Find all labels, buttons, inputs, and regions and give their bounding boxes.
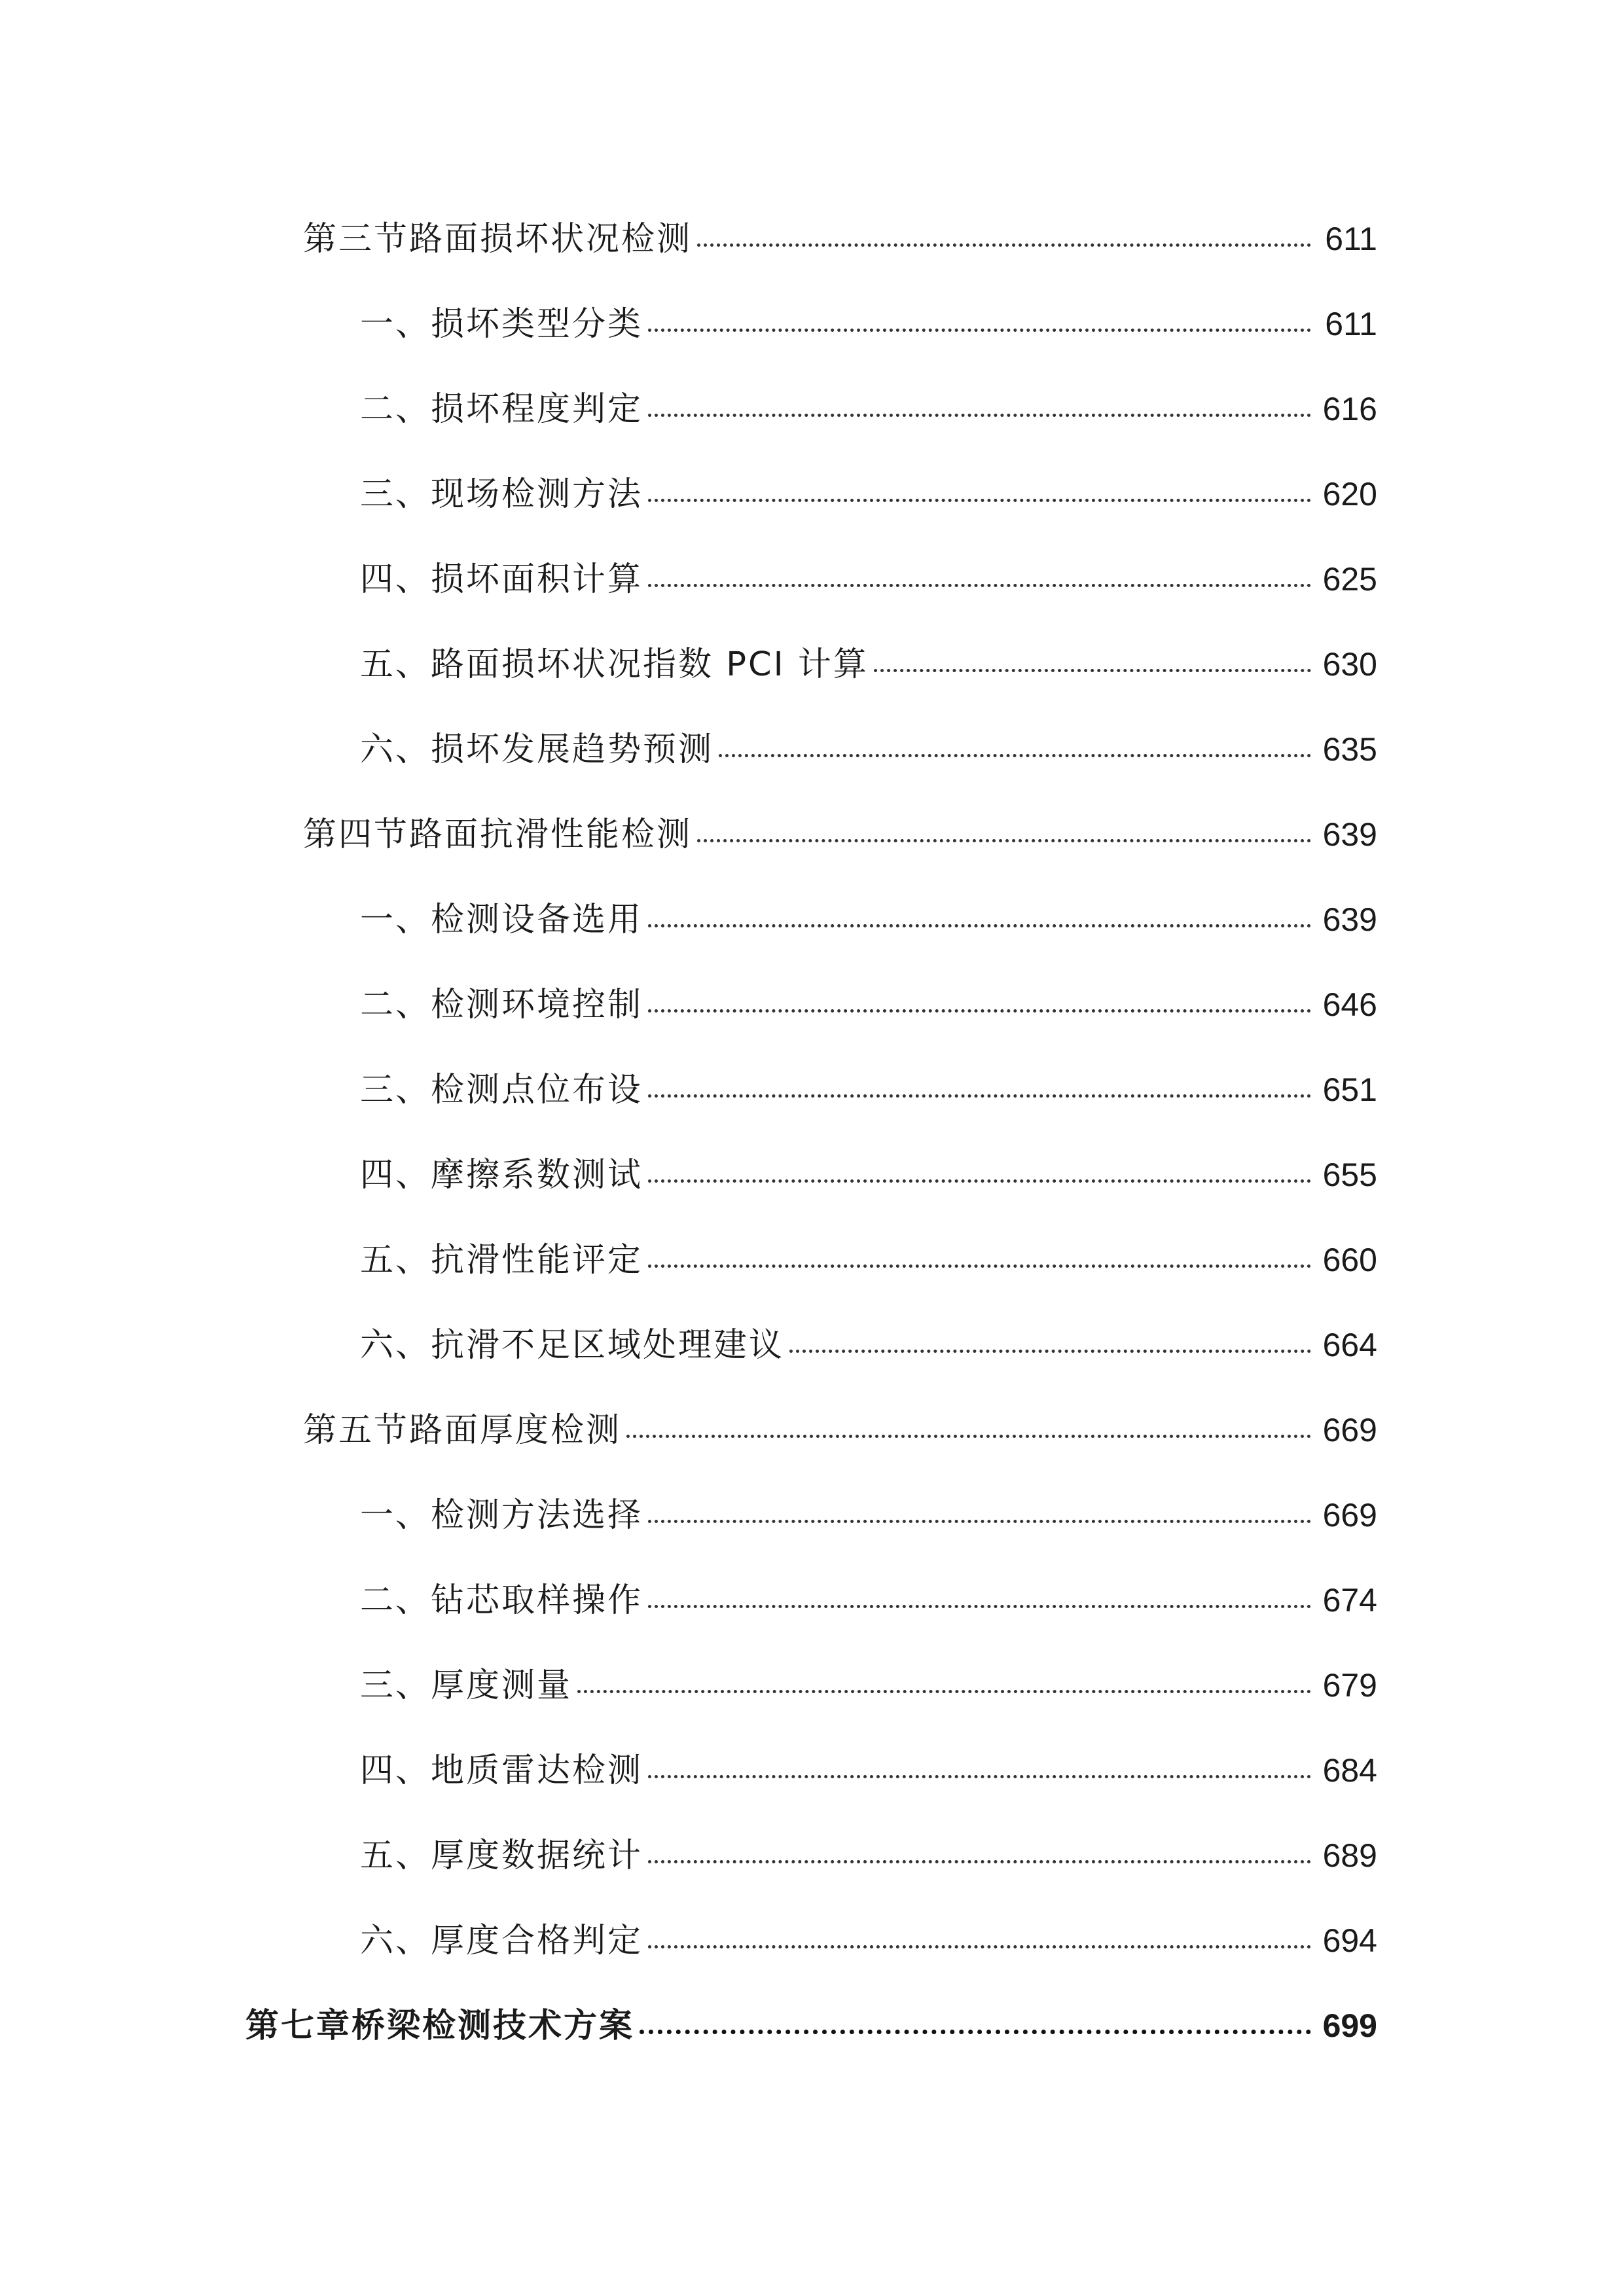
- toc-entry-title: 二、损坏程度判定: [360, 389, 643, 429]
- toc-dot-leader: [648, 1520, 1311, 1523]
- toc-dot-leader: [648, 1094, 1311, 1098]
- toc-entry-title: 六、厚度合格判定: [360, 1921, 643, 1960]
- toc-entry-title: 一、检测设备选用: [360, 900, 643, 939]
- toc-page-number: 655: [1322, 1157, 1377, 1193]
- toc-entry-title: 二、检测环境控制: [360, 985, 643, 1024]
- toc-dot-leader: [789, 1350, 1311, 1353]
- toc-entry-item[interactable]: [0, 1047, 1624, 1132]
- toc-dot-leader: [648, 1775, 1311, 1778]
- toc-entry-title: 六、抗滑不足区域处理建议: [360, 1325, 785, 1365]
- toc-entry-item[interactable]: [0, 877, 1624, 962]
- toc-entry-title: 二、钻芯取样操作: [360, 1581, 643, 1620]
- toc-entry-chapter[interactable]: [0, 1983, 1624, 2068]
- toc-dot-leader: [577, 1690, 1311, 1693]
- toc-page-number: 674: [1322, 1582, 1377, 1619]
- toc-dot-leader: [648, 499, 1311, 502]
- toc-entry-title: 一、损坏类型分类: [360, 304, 643, 344]
- toc-page-number: 639: [1322, 816, 1377, 853]
- toc-page-number: 651: [1322, 1071, 1377, 1108]
- toc-entry-title: 四、摩擦系数测试: [360, 1155, 643, 1194]
- toc-dot-leader: [626, 1435, 1311, 1438]
- toc-page-number: 664: [1322, 1327, 1377, 1363]
- toc-page-number: 646: [1322, 986, 1377, 1023]
- toc-entry-title: 五、厚度数据统计: [360, 1836, 643, 1875]
- toc-entry-title: 第五节路面厚度检测: [303, 1410, 622, 1450]
- toc-dot-leader: [648, 414, 1311, 417]
- toc-entry-item[interactable]: [0, 1643, 1624, 1728]
- toc-entry-item[interactable]: [0, 1558, 1624, 1643]
- toc-entry-item[interactable]: [0, 1898, 1624, 1983]
- toc-page-number: 669: [1322, 1412, 1377, 1448]
- toc-page-number: 660: [1322, 1242, 1377, 1278]
- toc-entry-item[interactable]: [0, 1813, 1624, 1898]
- toc-dot-leader: [874, 669, 1311, 672]
- toc-entry-section[interactable]: [0, 792, 1624, 877]
- toc-entry-item[interactable]: [0, 962, 1624, 1047]
- toc-dot-leader: [697, 839, 1311, 842]
- toc-entry-item[interactable]: [0, 1728, 1624, 1813]
- toc-page-number: 630: [1322, 646, 1377, 683]
- toc-dot-leader: [648, 1945, 1311, 1948]
- toc-dot-leader: [648, 1860, 1311, 1863]
- toc-dot-leader: [648, 1179, 1311, 1183]
- toc-entry-title: 四、损坏面积计算: [360, 560, 643, 599]
- toc-entry-item[interactable]: [0, 1302, 1624, 1388]
- toc-dot-leader: [648, 1265, 1311, 1268]
- toc-entry-section[interactable]: [0, 1388, 1624, 1473]
- toc-dot-leader: [640, 2030, 1311, 2034]
- toc-entry-title: 一、检测方法选择: [360, 1496, 643, 1535]
- toc-dot-leader: [648, 1605, 1311, 1608]
- toc-page-number: 611: [1325, 306, 1377, 342]
- toc-page-number: 679: [1322, 1667, 1377, 1704]
- toc-entry-section[interactable]: [0, 196, 1624, 281]
- toc-entry-item[interactable]: [0, 281, 1624, 367]
- toc-entry-title: 第三节路面损坏状况检测: [303, 219, 693, 259]
- toc-entry-item[interactable]: [0, 1473, 1624, 1558]
- toc-entry-item[interactable]: [0, 452, 1624, 537]
- toc-entry-title: 五、抗滑性能评定: [360, 1240, 643, 1280]
- toc-entry-title: 六、损坏发展趋势预测: [360, 730, 714, 769]
- toc-entry-title: 三、现场检测方法: [360, 475, 643, 514]
- toc-entry-title: 三、检测点位布设: [360, 1070, 643, 1109]
- toc-page-number: 635: [1322, 731, 1377, 768]
- toc-entry-title: 四、地质雷达检测: [360, 1751, 643, 1790]
- toc-page-number: 611: [1325, 221, 1377, 257]
- toc-page-number: 669: [1322, 1497, 1377, 1534]
- toc-page-number: 616: [1322, 391, 1377, 427]
- toc-entry-item[interactable]: [0, 537, 1624, 622]
- toc-dot-leader: [697, 243, 1311, 247]
- toc-dot-leader: [648, 1009, 1311, 1013]
- toc-page-number: 699: [1322, 2007, 1377, 2044]
- toc-entry-item[interactable]: [0, 622, 1624, 707]
- toc-page-number: 625: [1322, 561, 1377, 598]
- toc-entry-item[interactable]: [0, 707, 1624, 792]
- toc-page-number: 689: [1322, 1837, 1377, 1874]
- toc-entry-item[interactable]: [0, 1132, 1624, 1217]
- toc-entry-item[interactable]: [0, 367, 1624, 452]
- toc-entry-title: 第四节路面抗滑性能检测: [303, 815, 693, 854]
- toc-dot-leader: [648, 584, 1311, 587]
- toc-entry-title: 五、路面损坏状况指数 PCI 计算: [360, 645, 869, 684]
- toc-entry-item[interactable]: [0, 1217, 1624, 1302]
- toc-page-number: 684: [1322, 1752, 1377, 1789]
- toc-dot-leader: [719, 754, 1311, 757]
- toc-entry-title: 第七章桥梁检测技术方案: [245, 2006, 635, 2045]
- toc-dot-leader: [648, 924, 1311, 927]
- toc-page-number: 620: [1322, 476, 1377, 512]
- toc-dot-leader: [648, 329, 1311, 332]
- toc-page-number: 639: [1322, 901, 1377, 938]
- toc-page-number: 694: [1322, 1922, 1377, 1959]
- toc-entry-title: 三、厚度测量: [360, 1666, 573, 1705]
